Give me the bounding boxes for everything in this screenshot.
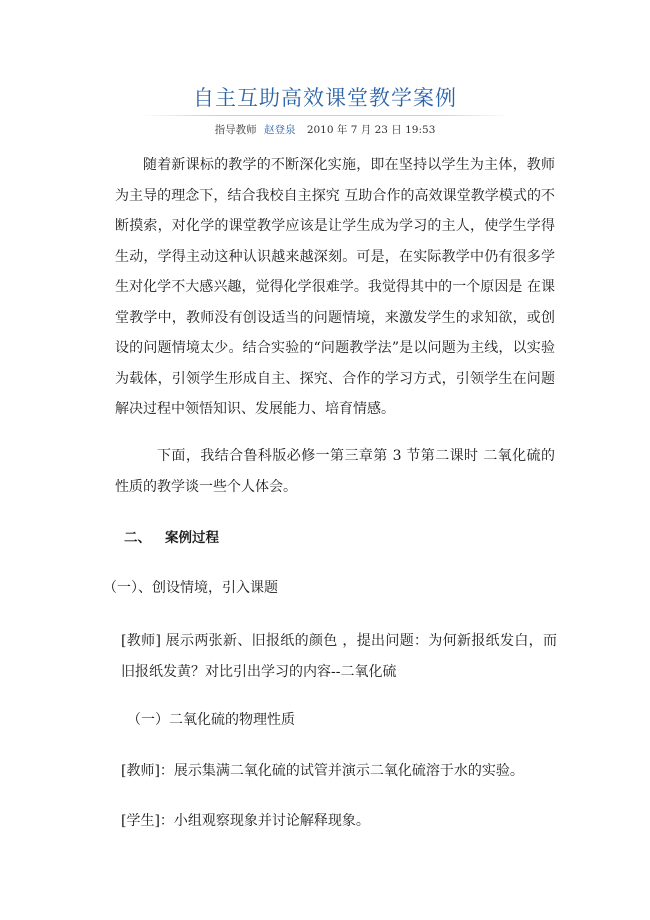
article-meta (0, 122, 650, 137)
student-observation-line: [学生]：小组观察现象并讨论解释现象。 (121, 813, 370, 829)
meta-label: 指导教师 (214, 124, 257, 136)
section-title: 案例过程 (165, 530, 219, 546)
section-number: 二、 (124, 530, 151, 546)
publish-date: 2010 年 7 月 23 日 (306, 124, 402, 136)
intro-paragraph: 随着新课标的教学的不断深化实施，即在坚持以学生为主体，教师为主导的理念下，结合我校自主探究 互助合作的高效课堂教学模式的不断摸索，对化学的课堂教学应该是让学生成为学习的主人，使学生学得生动，学得主动这种认识越来越深刻。可是，在实际教学中仍有很多学生对化学不大感兴趣，觉得化学很难学。我觉得其中的一个原因是 在课堂教学中，教师没有创设适当的问题情境，来激发学生的求知欲，或创设的问题情境太少。结合实验的“问题教学法”是以问题为主线，以实验为载体，引领学生形成自主、探究、合作的学习方式，引领学生在问题解决过程中领悟知识、发展能力、培育情感。 (115, 157, 555, 417)
teacher-experiment-line: [教师]：展示集满二氧化硫的试管并演示二氧化硫溶于水的实验。 (121, 763, 524, 779)
article-title: 自主互助高效课堂教学案例 (193, 86, 457, 110)
subheading-create-context: （一）、创设情境，引入课题 (103, 580, 278, 596)
teacher-demo-paragraph: [教师] 展示两张新、旧报纸的颜色 ，提出问题：为何新报纸发白，而旧报纸发黄？对比引出学习的内容--二氧化硫 (121, 633, 557, 680)
lesson-intro-paragraph: 下面，我结合鲁科版必修一第三章第 3 节第二课时 二氧化硫的性质的教学谈一些个人体会。 (115, 448, 555, 495)
publish-time: 19:53 (405, 124, 436, 136)
author-link[interactable]: 赵登泉 (263, 124, 296, 136)
subheading-physical-properties: （一）二氧化硫的物理性质 (127, 712, 295, 728)
section-heading (124, 528, 219, 548)
title-divider (140, 115, 510, 116)
